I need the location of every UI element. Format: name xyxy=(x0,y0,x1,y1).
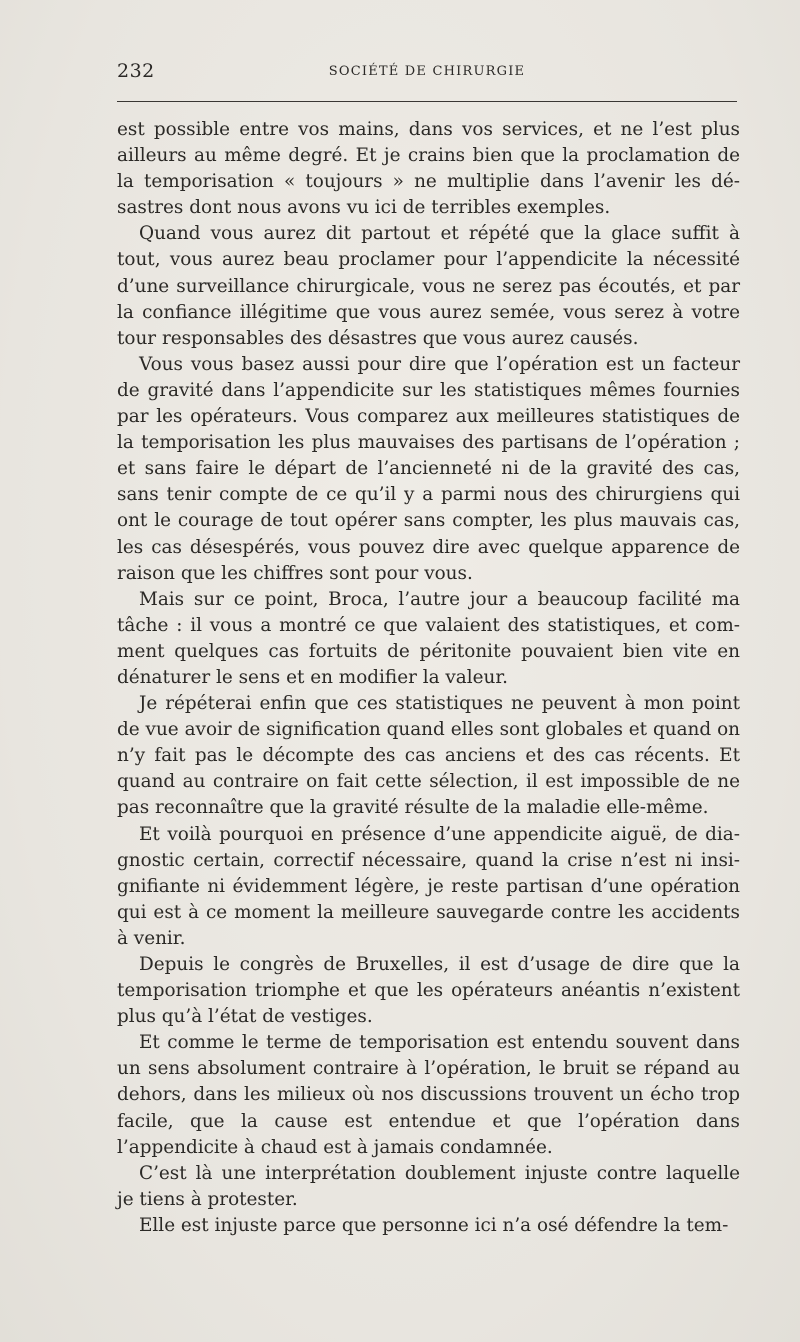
paragraph-5: Je répéterai enfin que ces statistiques ne peuvent à mon point de vue avoir de signification quand elles sont globales et quand on n’y fait pas le décompte des cas anciens et des cas récents. Et quand au contraire on fait cette sélection, il est impossible de ne pas reconnaître que la gravité résulte de la maladie elle-même. xyxy=(117,693,740,819)
paragraph-1: est possible entre vos mains, dans vos services, et ne l’est plus ailleurs au même degré. Et je crains bien que la proclamation de la temporisation « toujours » ne multiplie dans l’avenir les désastres dont nous avons vu ici de terribles exemples. xyxy=(117,119,740,219)
paragraph-2: Quand vous aurez dit partout et répété que la glace suffit à tout, vous aurez beau proclamer pour l’appendicite la nécessité d’une surveillance chirurgicale, vous ne serez pas écoutés, et par la confiance illégitime que vous aurez semée, vous serez à votre tour responsables des désastres que vous aurez causés. xyxy=(117,223,740,349)
paragraph-6: Et voilà pourquoi en présence d’une appendicite aiguë, de diagnostic certain, correctif nécessaire, quand la crise n’est ni insignifiante ni évidemment légère, je reste partisan d’une opération qui est à ce moment la meilleure sauvegarde contre les accidents à venir. xyxy=(117,823,740,949)
paragraph-8: Et comme le terme de temporisation est entendu souvent dans un sens absolument contraire à l’opération, le bruit se répand au dehors, dans les milieux où nos discussions trouvent un écho trop facile, que la cause est entendue et que l’opération dans l’appendicite à chaud est à jamais condamnée. xyxy=(117,1032,740,1158)
page-header xyxy=(117,60,737,88)
paragraph-10: Elle est injuste parce que personne ici n’a osé défendre la tem- xyxy=(139,1214,729,1236)
running-head: SOCIÉTÉ DE CHIRURGIE xyxy=(328,64,526,79)
header-rule xyxy=(117,101,737,102)
body-text xyxy=(117,117,740,1239)
paragraph-3: Vous vous basez aussi pour dire que l’opération est un facteur de gravité dans l’appendicite sur les statistiques mêmes fournies par les opérateurs. Vous comparez aux meilleures statistiques de la temporisation les plus mauvaises des partisans de l’opération ; et sans faire le départ de l’ancienneté ni de la gravité des cas, sans tenir compte de ce qu’il y a parmi nous des chirurgiens qui ont le courage de tout opérer sans compter, les plus mauvais cas, les cas désespérés, vous pouvez dire avec quelque apparence de raison que les chiffres sont pour vous. xyxy=(117,353,740,584)
paragraph-7: Depuis le congrès de Bruxelles, il est d’usage de dire que la temporisation triomphe et que les opérateurs anéantis n’existent plus qu’à l’état de vestiges. xyxy=(117,954,740,1028)
paragraph-4: Mais sur ce point, Broca, l’autre jour a beaucoup facilité ma tâche : il vous a montré ce que valaient des statistiques, et comment quelques cas fortuits de péritonite pouvaient bien vite en dénaturer le sens et en modifier la valeur. xyxy=(117,588,740,688)
page-number: 232 xyxy=(117,60,155,82)
paragraph-9: C’est là une interprétation doublement injuste contre laquelle je tiens à protester. xyxy=(117,1162,740,1210)
